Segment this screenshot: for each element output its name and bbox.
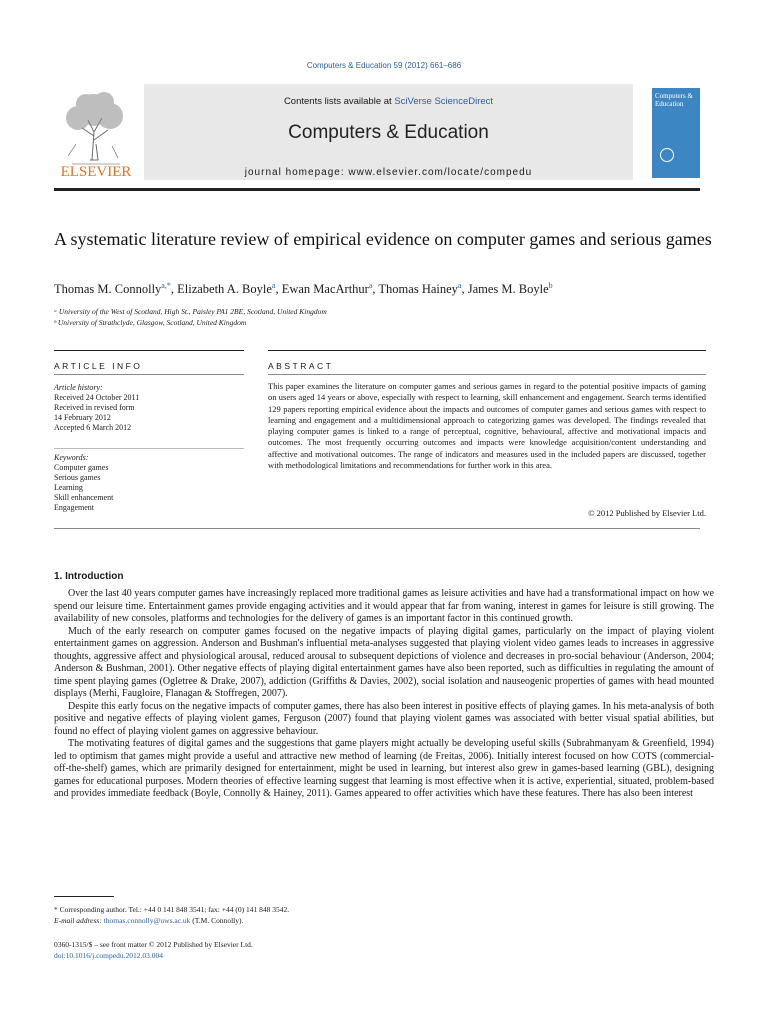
- author-affiliation-mark[interactable]: a: [457, 281, 462, 290]
- paragraph: Despite this early focus on the negative impacts of computer games, there has also been interest in positive effects of playing games. In his meta-analysis of both positive and negative effects of playing violent games, Ferguson (2007) found that playing violent games was associated with better visual spatial abilities, but found no effect of playing violent games on aggressive behaviour.: [54, 700, 714, 737]
- author-affiliation-mark[interactable]: a,*: [161, 281, 171, 290]
- keyword: Engagement: [54, 503, 94, 512]
- article-title: A systematic literature review of empirical evidence on computer games and serious games: [54, 229, 712, 249]
- author-name: James M. Boyle: [467, 282, 549, 297]
- keyword: Serious games: [54, 473, 101, 482]
- author-list: Thomas M. Connolly$^{a,*}$, Elizabeth A. Boyle$^a$, Ewan MacArthur$^a$, Thomas Hainey$^a$, James M. Boyle$^b$: [54, 281, 553, 297]
- introduction-body: [54, 588, 714, 801]
- contents-line: [144, 96, 633, 107]
- keywords-label: Keywords:: [54, 453, 89, 462]
- email-note: [54, 916, 243, 926]
- keyword: Skill enhancement: [54, 493, 114, 502]
- elsevier-logo: [48, 84, 144, 180]
- author-affiliation-mark[interactable]: b: [548, 281, 553, 290]
- keywords-rule: [54, 448, 244, 449]
- abstract-text: This paper examines the literature on computer games and serious games in regard to the potential positive impacts of gaming on users aged 14 years or above, especially with respect to learning, skill enhancement and engagement. Search terms identified 129 papers reporting empirical evidence about the impacts and outcomes of computer games and serious games with respect to learning and engagement and a multidimensional approach to categorizing games was developed. The findings revealed that playing computer games is linked to a range of perceptual, cognitive, behavioural, affective and motivational impacts and outcomes. The most frequently occurring outcomes and impacts were knowledge acquisition/content understanding and affective and motivational outcomes. The range of indicators and measures used in the included papers are discussed, together with methodological limitations and recommendations for further work in this area.: [268, 381, 706, 471]
- abstract-rule-2: [268, 374, 706, 375]
- affiliation-a: ᵃ University of the West of Scotland, High St., Paisley PA1 2BE, Scotland, United Kingdom: [54, 307, 327, 316]
- author-affiliation-mark[interactable]: a: [368, 281, 373, 290]
- footnote-rule: [54, 896, 114, 897]
- history-item: Accepted 6 March 2012: [54, 423, 132, 432]
- keyword: Computer games: [54, 463, 109, 472]
- history-label: Article history:: [54, 383, 103, 392]
- article-info-rule-2: [54, 374, 244, 375]
- contents-prefix: Contents lists available at: [283, 96, 395, 107]
- author-name: Thomas M. Connolly: [54, 282, 162, 297]
- journal-cover-image: [652, 88, 700, 178]
- email-link[interactable]: thomas.connolly@uws.ac.uk: [103, 916, 191, 925]
- abstract-bottom-rule: [54, 528, 700, 529]
- article-info-rule: [54, 350, 244, 351]
- issn-line: 0360-1315/$ – see front matter © 2012 Published by Elsevier Ltd.: [54, 940, 253, 949]
- masthead-rule: [54, 188, 700, 191]
- tree-icon: [48, 84, 144, 180]
- article-history: [54, 383, 244, 433]
- paragraph: The motivating features of digital games and the suggestions that game players might actually be developing useful skills (Subrahmanyam & Greenfield, 1994) led to optimism that games might provide a useful and attractive new method of learning (de Freitas, 2006). Initially interest focused on how COTS (commercial-off-the-shelf) games, which are primarily designed for entertainment, might be used in learning, but interest also grew in games-based learning (GBL), designing games for educational purposes. Modern theories of effective learning suggest that learning is most effective when it is active, experiential, situated, problem-based and provides immediate feedback (Boyle, Connolly & Hainey, 2011). Games appeared to offer activities which have these features. There has also been interest: [54, 738, 714, 799]
- author-affiliation-mark[interactable]: a: [271, 281, 276, 290]
- keyword: Learning: [54, 483, 83, 492]
- author-name: Thomas Hainey: [378, 282, 458, 297]
- paragraph: Over the last 40 years computer games have increasingly replaced more traditional games as leisure activities and have had a transformational impact on how we spend our leisure time. Entertainment games provide engaging activities and it would appear that far from waning, interest in games for leisure is still growing. The availability of new consoles, platforms and technologies for the delivery of games is an important factor in this continued growth.: [54, 588, 714, 624]
- email-suffix: (T.M. Connolly).: [190, 916, 244, 925]
- cover-title: Computers & Education: [655, 92, 693, 108]
- journal-citation[interactable]: Computers & Education 59 (2012) 661–686: [306, 61, 462, 70]
- history-item: Received in revised form: [54, 403, 135, 412]
- abstract-heading: ABSTRACT: [268, 361, 334, 371]
- copyright: © 2012 Published by Elsevier Ltd.: [588, 508, 706, 518]
- author-name: Ewan MacArthur: [281, 282, 369, 297]
- section-heading-introduction: 1. Introduction: [54, 571, 124, 582]
- cover-emblem-icon: [660, 148, 674, 162]
- publisher-wordmark: ELSEVIER: [60, 164, 132, 180]
- doi-link[interactable]: doi:10.1016/j.compedu.2012.03.004: [54, 951, 163, 960]
- journal-name: Computers & Education: [288, 122, 489, 143]
- abstract-rule: [268, 350, 706, 351]
- sciencedirect-link[interactable]: SciVerse ScienceDirect: [394, 96, 494, 107]
- history-item: 14 February 2012: [54, 413, 111, 422]
- article-info-heading: ARTICLE INFO: [54, 361, 143, 371]
- keywords: [54, 453, 244, 513]
- paragraph: Much of the early research on computer games focused on the negative impacts of playing digital games, particularly on the impact of playing violent entertainment games on aggression. Anderson and Bushman's influential meta-analyses suggested that playing violent video games leads to increases in aggressive thoughts, aggressive affect and physiological arousal, reduced arousal to subsequent depictions of violence and decreases in pro-social behaviour (Anderson, 2004; Anderson & Bushman, 2001). Other negative effects of playing digital entertainment games have also been reported, such as difficulties in regulating the amount of time spent playing games (Ogletree & Drake, 2007), addiction (Griffiths & Davies, 2002), social isolation and nauseogenic properties of games with head mounted displays (Merhi, Faugloire, Flanagan & Stoffregen, 2007).: [54, 625, 714, 699]
- email-label: E-mail address:: [54, 916, 102, 925]
- journal-homepage[interactable]: journal homepage: www.elsevier.com/locate/compedu: [244, 167, 533, 178]
- corresponding-author-note: * Corresponding author. Tel.: +44 0 141 848 3541; fax: +44 (0) 141 848 3542.: [54, 905, 290, 914]
- affiliation-b: ᵇ University of Strathclyde, Glasgow, Scotland, United Kingdom: [54, 318, 247, 327]
- history-item: Received 24 October 2011: [54, 393, 140, 402]
- author-name: Elizabeth A. Boyle: [177, 282, 272, 297]
